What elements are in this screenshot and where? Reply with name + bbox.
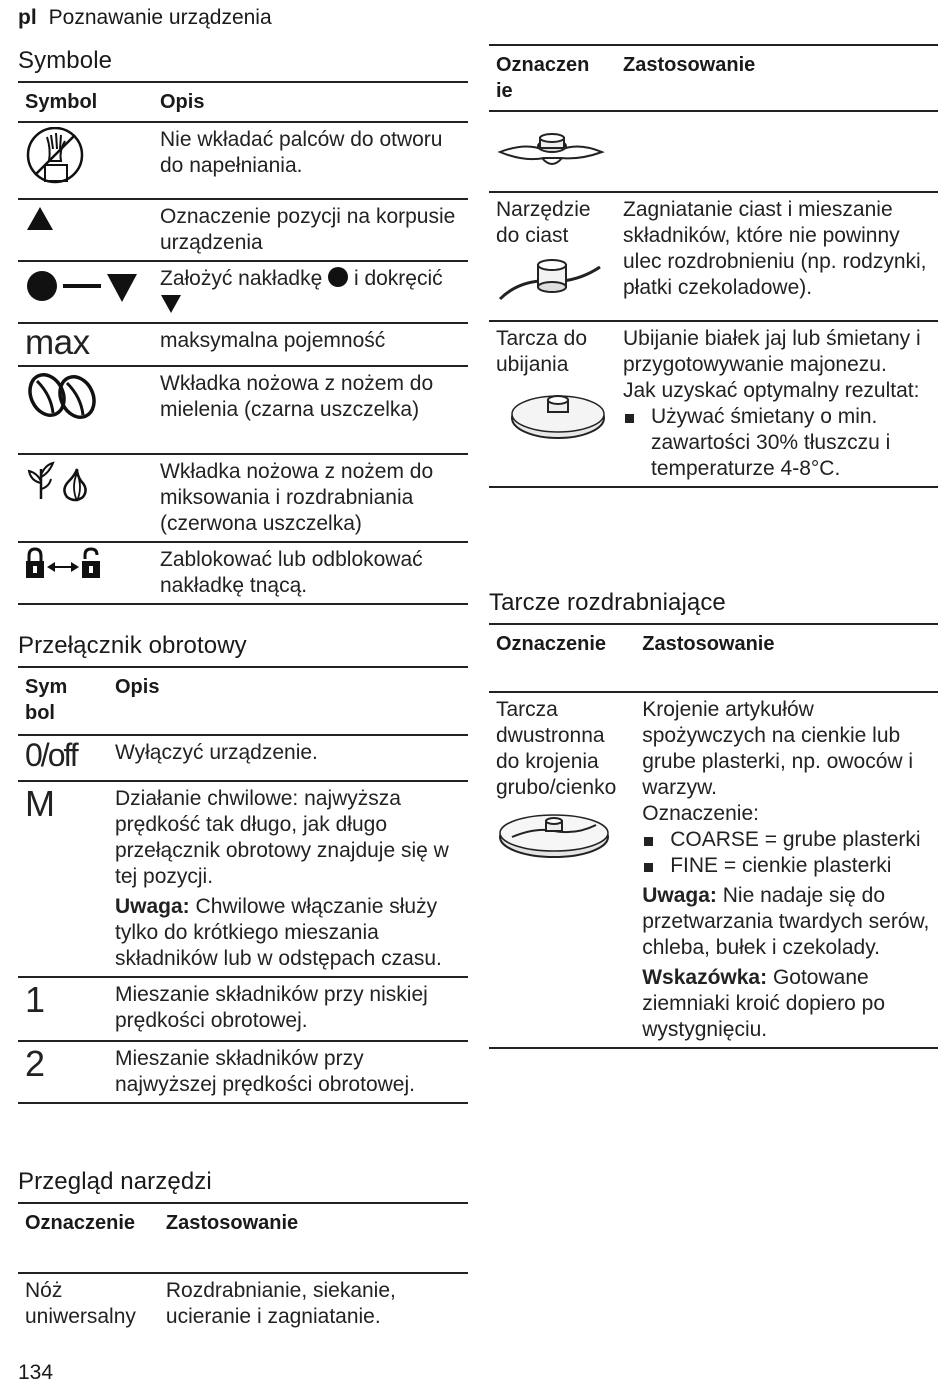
symbol-cell [18, 977, 115, 1041]
symbol-cell [18, 1041, 115, 1103]
table-row [489, 192, 938, 321]
desc-cell: maksymalna pojemność [160, 329, 386, 352]
table-row [18, 977, 468, 1041]
col-name-header: Oznaczenie [496, 54, 590, 102]
use-cell [623, 111, 938, 192]
col-desc-header: Opis [160, 91, 205, 113]
disc-name: Tarcza dwustronna do krojenia grubo/cienko [496, 698, 617, 799]
col-desc-header: Opis [115, 676, 160, 698]
triangle-down-icon [160, 293, 182, 316]
table-row [18, 735, 468, 781]
symbol-cell [18, 454, 160, 542]
bullet-item: FINE = cienkie plasterki [642, 853, 938, 879]
symbol-cell [18, 122, 160, 199]
name-cell [489, 321, 623, 487]
table-row [18, 323, 468, 366]
col-use-header: Zastosowanie [165, 1212, 299, 1234]
switch-header-row [18, 667, 468, 735]
discs-title: Tarcze rozdrabniające [489, 589, 726, 616]
table-row [18, 1041, 468, 1103]
desc-cell: Mieszanie składników przy najwyższej prędkości obrotowej. [115, 1047, 415, 1096]
discs-header-row [489, 624, 938, 692]
one-symbol: 1 [25, 979, 46, 1020]
use-text: Krojenie artykułów spożywczych na cienkie lub grube plasterki, np. owoców i warzyw. [642, 698, 914, 799]
tools-header-row [18, 1203, 468, 1273]
col-use-header: Zastosowanie [623, 54, 756, 76]
dough-tool-icon [496, 291, 606, 314]
switch-title: Przełącznik obrotowy [18, 632, 247, 659]
slicing-disc-icon [496, 843, 612, 866]
table-row [18, 122, 468, 199]
tools-table [18, 1202, 468, 1334]
table-row [18, 261, 468, 323]
note-body: Chwilowe włączanie służy tylko do krótkiego mieszania składników lub w odstępach czasu. [115, 895, 442, 970]
symbols-header-row [18, 82, 468, 122]
table-row [489, 692, 938, 1048]
desc-cell: Wkładka nożowa z nożem do mielenia (czarna uszczelka) [160, 372, 434, 421]
col-use-header: Zastosowanie [642, 633, 775, 655]
use-text: Ubijanie białek jaj lub śmietany i przygotowywanie majonezu. [623, 327, 921, 376]
max-icon: max [25, 323, 90, 362]
note-label: Uwaga: [642, 884, 717, 907]
tools-cont-header-row [489, 45, 938, 111]
name-cell: Nóż uniwersalny [25, 1279, 136, 1328]
tool-name: Narzędzie do ciast [496, 198, 591, 247]
dot-line-triangle-icon [25, 288, 141, 311]
table-row [18, 542, 468, 604]
page-number: 134 [18, 1361, 54, 1384]
desc-cell [160, 261, 468, 323]
marking-label: Oznaczenie: [642, 802, 759, 825]
desc-cell: Oznaczenie pozycji na korpusie urządzenia [160, 205, 456, 254]
note-label: Uwaga: [115, 895, 190, 918]
col-name-header: Oznaczenie [25, 1212, 136, 1234]
two-symbol: 2 [25, 1043, 46, 1084]
tool-image-cell [489, 111, 623, 192]
name-cell [489, 692, 642, 1048]
whisk-disc-icon [496, 424, 608, 447]
note-text [642, 883, 938, 961]
lock-unlock-icon [25, 563, 101, 586]
tools-cont-table [489, 44, 938, 488]
use-cell: Zagniatanie ciast i mieszanie składników, które nie powinny ulec rozdrobnieniu (np. rodzynki, płatki czekoladowe). [623, 198, 927, 299]
desc-cell: Wkładka nożowa z nożem do miksowania i rozdrabniania (czerwona uszczelka) [160, 460, 434, 535]
col-symbol-header: Symbol [25, 676, 68, 724]
desc-cell: Mieszanie składników przy niskiej prędkości obrotowej. [115, 983, 428, 1032]
table-row [18, 454, 468, 542]
page-header [18, 6, 272, 30]
bullet-item: COARSE = grube plasterki [642, 827, 938, 853]
tip-intro: Jak uzyskać optymalny rezultat: [623, 379, 920, 402]
bullet-item: Używać śmietany o min. zawartości 30% tłuszczu i temperaturze 4-8°C. [623, 404, 938, 482]
desc-cell: Nie wkładać palców do otworu do napełniania. [160, 128, 443, 177]
tip-text [642, 965, 938, 1043]
tip-body: Gotowane ziemniaki kroić dopiero po wystygnięciu. [642, 966, 886, 1041]
desc-text: Działanie chwilowe: najwyższa prędkość tak długo, jak długo przełącznik obrotowy znajduje się w tej pozycji. [115, 787, 449, 888]
desc-cell: Zablokować lub odblokować nakładkę tnącą. [160, 548, 423, 597]
symbol-cell [18, 323, 160, 366]
no-fingers-icon [25, 169, 87, 192]
use-cell [642, 692, 938, 1048]
table-row [489, 321, 938, 487]
symbol-cell [18, 366, 160, 454]
m-symbol: M [25, 783, 55, 824]
off-symbol: 0/off [25, 737, 77, 773]
triangle-up-icon [25, 216, 55, 239]
desc-text-a: Założyć nakładkę [160, 267, 323, 290]
tool-name: Tarcza do ubijania [496, 327, 588, 376]
table-row [18, 366, 468, 454]
table-row [489, 111, 938, 192]
symbol-cell [18, 199, 160, 261]
col-symbol-header: Symbol [25, 91, 98, 113]
tools-title: Przegląd narzędzi [18, 1168, 212, 1195]
symbol-cell [18, 735, 115, 781]
symbol-cell [18, 542, 160, 604]
table-row [18, 199, 468, 261]
dot-icon [328, 267, 348, 287]
desc-text-b: i dokręcić [353, 267, 443, 290]
symbol-cell [18, 261, 160, 323]
note-body: Nie nadaje się do przetwarzania twardych serów, chleba, bułek i czekolady. [642, 884, 930, 959]
desc-cell [115, 781, 468, 977]
language-code: pl [18, 6, 37, 29]
tip-label: Wskazówka: [642, 966, 768, 989]
symbols-table [18, 81, 468, 605]
desc-cell: Wyłączyć urządzenie. [115, 741, 318, 764]
chapter-title: Poznawanie urządzenia [48, 6, 272, 29]
table-row [18, 1273, 468, 1334]
symbol-cell [18, 781, 115, 977]
discs-table [489, 623, 938, 1049]
table-row [18, 781, 468, 977]
use-cell: Rozdrabnianie, siekanie, ucieranie i zagniatanie. [165, 1279, 396, 1328]
switch-table [18, 666, 468, 1104]
note-text [115, 894, 468, 972]
symbols-title: Symbole [18, 47, 113, 74]
col-name-header: Oznaczenie [496, 633, 607, 655]
herb-garlic-icon [25, 487, 101, 510]
coffee-beans-icon [25, 403, 101, 426]
use-cell [623, 321, 938, 487]
name-cell [489, 192, 623, 321]
knife-blade-icon [496, 162, 606, 185]
